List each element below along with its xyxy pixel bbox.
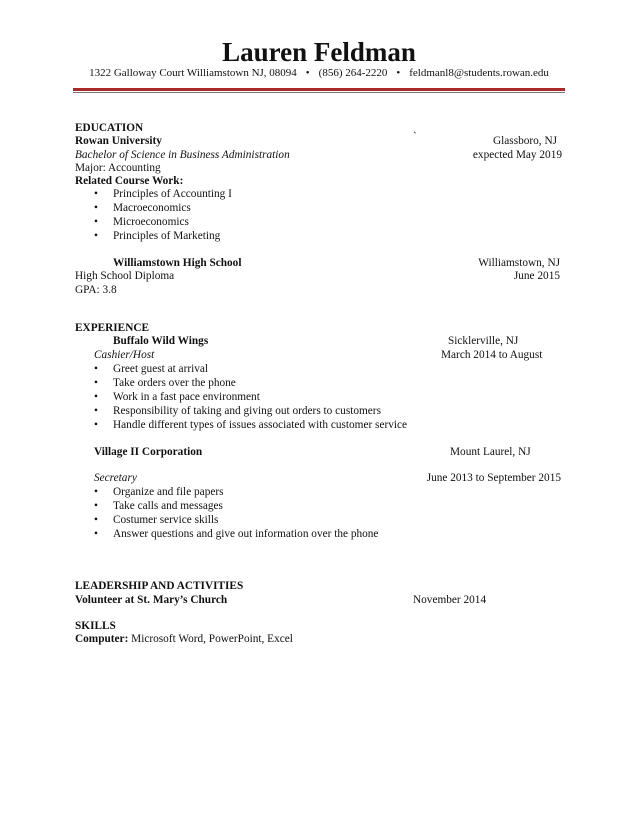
experience-heading: EXPERIENCE	[75, 322, 150, 334]
skills-computer-label: Computer:	[75, 633, 129, 645]
contact-line	[0, 67, 638, 79]
education-heading: EDUCATION	[75, 122, 144, 134]
employer-location: Sicklerville, NJ	[448, 335, 519, 347]
college-date: expected May 2019	[472, 149, 562, 161]
skills-computer-value: Microsoft Word, PowerPoint, Excel	[128, 633, 293, 645]
job-dates: March 2014 to August	[441, 349, 543, 361]
gpa: GPA: 3.8	[75, 284, 117, 296]
leadership-role: Volunteer at St. Mary’s Church	[75, 594, 228, 606]
resume-name: Lauren Feldman	[222, 37, 416, 67]
college-name: Rowan University	[75, 135, 162, 147]
high-school-name: Williamstown High School	[113, 257, 242, 269]
diploma: High School Diploma	[75, 270, 175, 282]
coursework-heading: Related Course Work:	[75, 175, 184, 187]
header-divider-grey	[73, 92, 565, 93]
skills-heading: SKILLS	[75, 620, 116, 632]
employer-location: Mount Laurel, NJ	[450, 446, 531, 458]
employer-name: Buffalo Wild Wings	[113, 335, 209, 347]
degree: Bachelor of Science in Business Administration	[75, 149, 290, 161]
phone: (856) 264-2220	[318, 67, 388, 79]
major: Major: Accounting	[75, 162, 161, 174]
leadership-heading: LEADERSHIP AND ACTIVITIES	[75, 580, 244, 592]
email: feldmanl8@students.rowan.edu	[409, 67, 549, 79]
skills-computer	[75, 633, 293, 645]
header-divider-red	[73, 88, 565, 91]
leadership-date: November 2014	[413, 594, 487, 606]
bullet-separator: •	[396, 67, 401, 79]
stray-mark: `	[413, 131, 417, 143]
high-school-date: June 2015	[513, 270, 560, 282]
job-dates: June 2013 to September 2015	[426, 472, 561, 484]
address: 1322 Galloway Court Williamstown NJ, 08094	[89, 67, 297, 79]
college-location: Glassboro, NJ	[492, 135, 557, 147]
bullet-separator: •	[305, 67, 310, 79]
employer-name: Village II Corporation	[94, 446, 203, 458]
job-title: Cashier/Host	[94, 349, 155, 361]
job-title: Secretary	[94, 472, 137, 484]
high-school-location: Williamstown, NJ	[478, 257, 560, 269]
